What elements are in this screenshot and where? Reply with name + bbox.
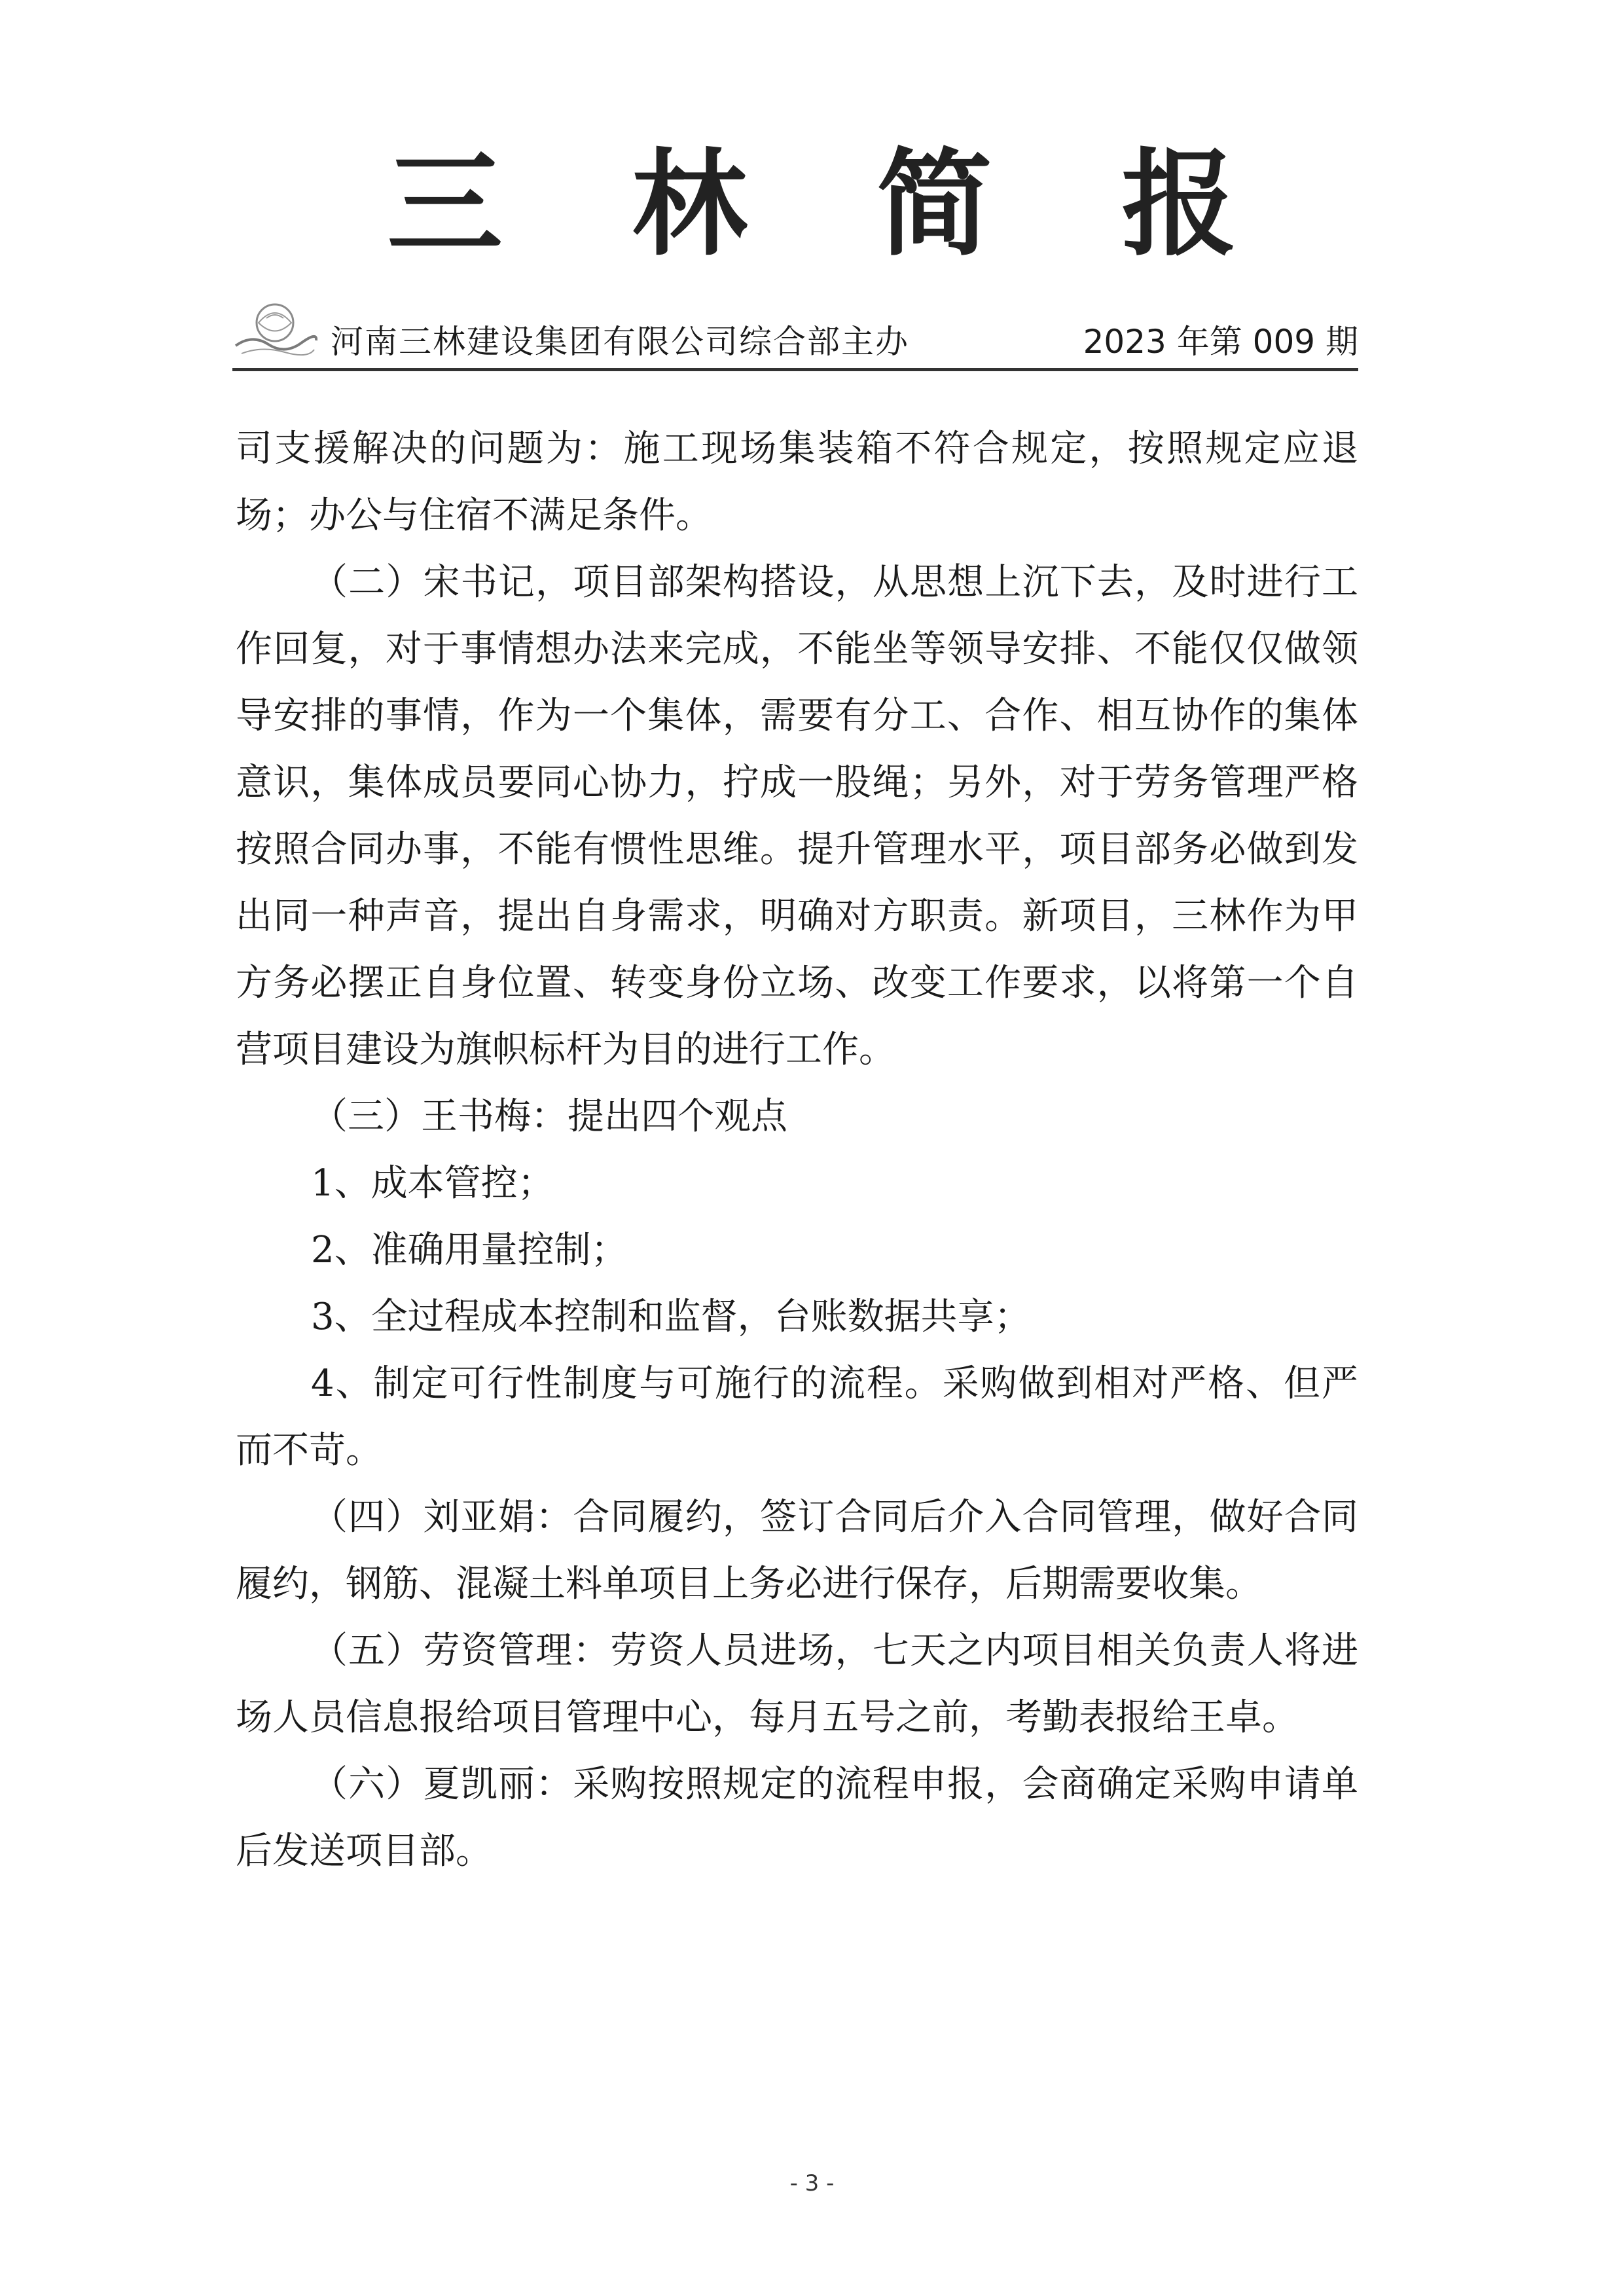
paragraph: 1、成本管控； bbox=[311, 1162, 554, 1205]
paragraph: （六）夏凯丽：采购按照规定的流程申报，会商确定采购申请单后发送项目部。 bbox=[236, 1763, 1358, 1872]
paragraph: 3、全过程成本控制和监督，台账数据共享； bbox=[311, 1296, 1031, 1338]
paragraph: 4、制定可行性制度与可施行的流程。采购做到相对严格、但严而不苛。 bbox=[236, 1362, 1358, 1472]
paragraph: （四）刘亚娟：合同履约，签订合同后介入合同管理，做好合同履约，钢筋、混凝土料单项目上务必进行保存，后期需要收集。 bbox=[236, 1496, 1358, 1605]
page-number: - 3 - bbox=[789, 2170, 835, 2196]
paragraph: （五）劳资管理：劳资人员进场，七天之内项目相关负责人将进场人员信息报给项目管理中心，每月五号之前，考勤表报给王卓。 bbox=[236, 1630, 1358, 1739]
paragraph: 司支援解决的问题为：施工现场集装箱不符合规定，按照规定应退场；办公与住宿不满足条件。 bbox=[236, 428, 1358, 537]
masthead-title: 三林简报 bbox=[387, 137, 1367, 272]
issue-number: 2023 年第 009 期 bbox=[1083, 323, 1358, 361]
paragraph: 2、准确用量控制； bbox=[311, 1229, 628, 1271]
paragraph: （三）王书梅：提出四个观点 bbox=[311, 1095, 787, 1138]
sanlin-logo-icon bbox=[232, 300, 317, 359]
document-body bbox=[236, 416, 1358, 1885]
sponsor-text: 河南三林建设集团有限公司综合部主办 bbox=[331, 323, 909, 361]
header-divider bbox=[232, 368, 1358, 371]
header-line bbox=[232, 300, 1358, 372]
paragraph: （二）宋书记，项目部架构搭设，从思想上沉下去，及时进行工作回复，对于事情想办法来完成，不能坐等领导安排、不能仅仅做领导安排的事情，作为一个集体，需要有分工、合作、相互协作的集体意识，集体成员要同心协力，拧成一股绳；另外，对于劳务管理严格按照合同办事，不能有惯性思维。提升管理水平，项目部务必做到发出同一种声音，提出自身需求，明确对方职责。新项目，三林作为甲方务必摆正自身位置、转变身份立场、改变工作要求，以将第一个自营项目建设为旗帜标杆为目的进行工作。 bbox=[236, 561, 1358, 1071]
